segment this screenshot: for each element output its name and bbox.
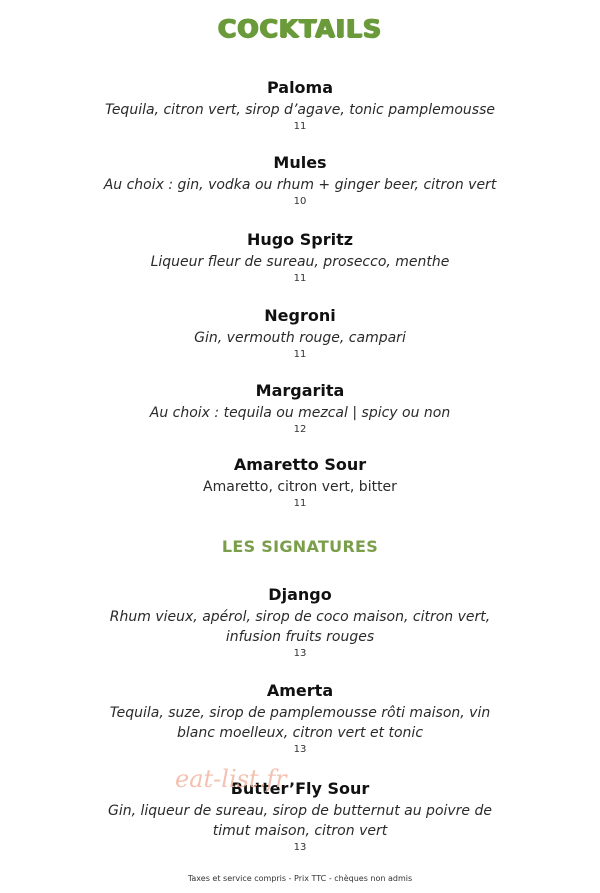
item-description: Tequila, citron vert, sirop d’agave, tonic pamplemousse <box>105 102 495 118</box>
item-name: Hugo Spritz <box>246 230 354 249</box>
menu-item-amaretto-sour <box>0 455 600 511</box>
item-price: 11 <box>293 121 307 132</box>
menu-item-negroni <box>0 306 600 362</box>
item-description-line2: blanc moelleux, citron vert et tonic <box>176 725 424 741</box>
item-price: 13 <box>293 744 307 755</box>
item-description: Au choix : tequila ou mezcal | spicy ou non <box>149 405 451 421</box>
menu-item-paloma <box>0 78 600 134</box>
item-price: 10 <box>293 196 307 207</box>
item-name: Amerta <box>266 681 334 700</box>
item-price: 13 <box>293 648 307 659</box>
item-description: Au choix : gin, vodka ou rhum + ginger beer, citron vert <box>103 177 497 193</box>
item-price: 13 <box>293 842 307 853</box>
item-price: 11 <box>293 273 307 284</box>
item-description: Amaretto, citron vert, bitter <box>203 479 397 495</box>
item-name: Amaretto Sour <box>233 455 367 474</box>
menu-item-margarita <box>0 381 600 437</box>
item-name: Mules <box>273 153 327 172</box>
menu-item-hugo-spritz <box>0 230 600 286</box>
menu-item-amerta <box>0 681 600 757</box>
item-price: 11 <box>293 349 307 360</box>
item-name: Paloma <box>266 78 334 97</box>
watermark: eat-list.fr <box>175 765 287 793</box>
menu-item-django <box>0 585 600 661</box>
item-description-line2: infusion fruits rouges <box>225 629 375 645</box>
item-name: Negroni <box>264 306 336 325</box>
item-description: Gin, vermouth rouge, campari <box>194 330 406 346</box>
item-description-line1: Rhum vieux, apérol, sirop de coco maison, citron vert, <box>109 609 491 625</box>
menu-item-mules <box>0 153 600 209</box>
item-price: 12 <box>293 424 307 435</box>
item-description-line1: Tequila, suze, sirop de pamplemousse rôti maison, vin <box>109 705 491 721</box>
item-name: Django <box>268 585 332 604</box>
footer-note: Taxes et service compris - Prix TTC - chèques non admis <box>187 874 413 883</box>
item-description-line2: timut maison, citron vert <box>212 823 388 839</box>
item-name: Margarita <box>255 381 345 400</box>
item-description-line1: Gin, liqueur de sureau, sirop de butternut au poivre de <box>107 803 492 819</box>
item-name: Butter’Fly Sour <box>230 779 370 798</box>
menu-item-butterfly-sour <box>0 779 600 855</box>
item-price: 11 <box>293 498 307 509</box>
page-title: COCKTAILS <box>217 14 383 43</box>
item-description: Liqueur fleur de sureau, prosecco, menthe <box>150 254 450 270</box>
section-title-signatures: LES SIGNATURES <box>221 537 379 556</box>
